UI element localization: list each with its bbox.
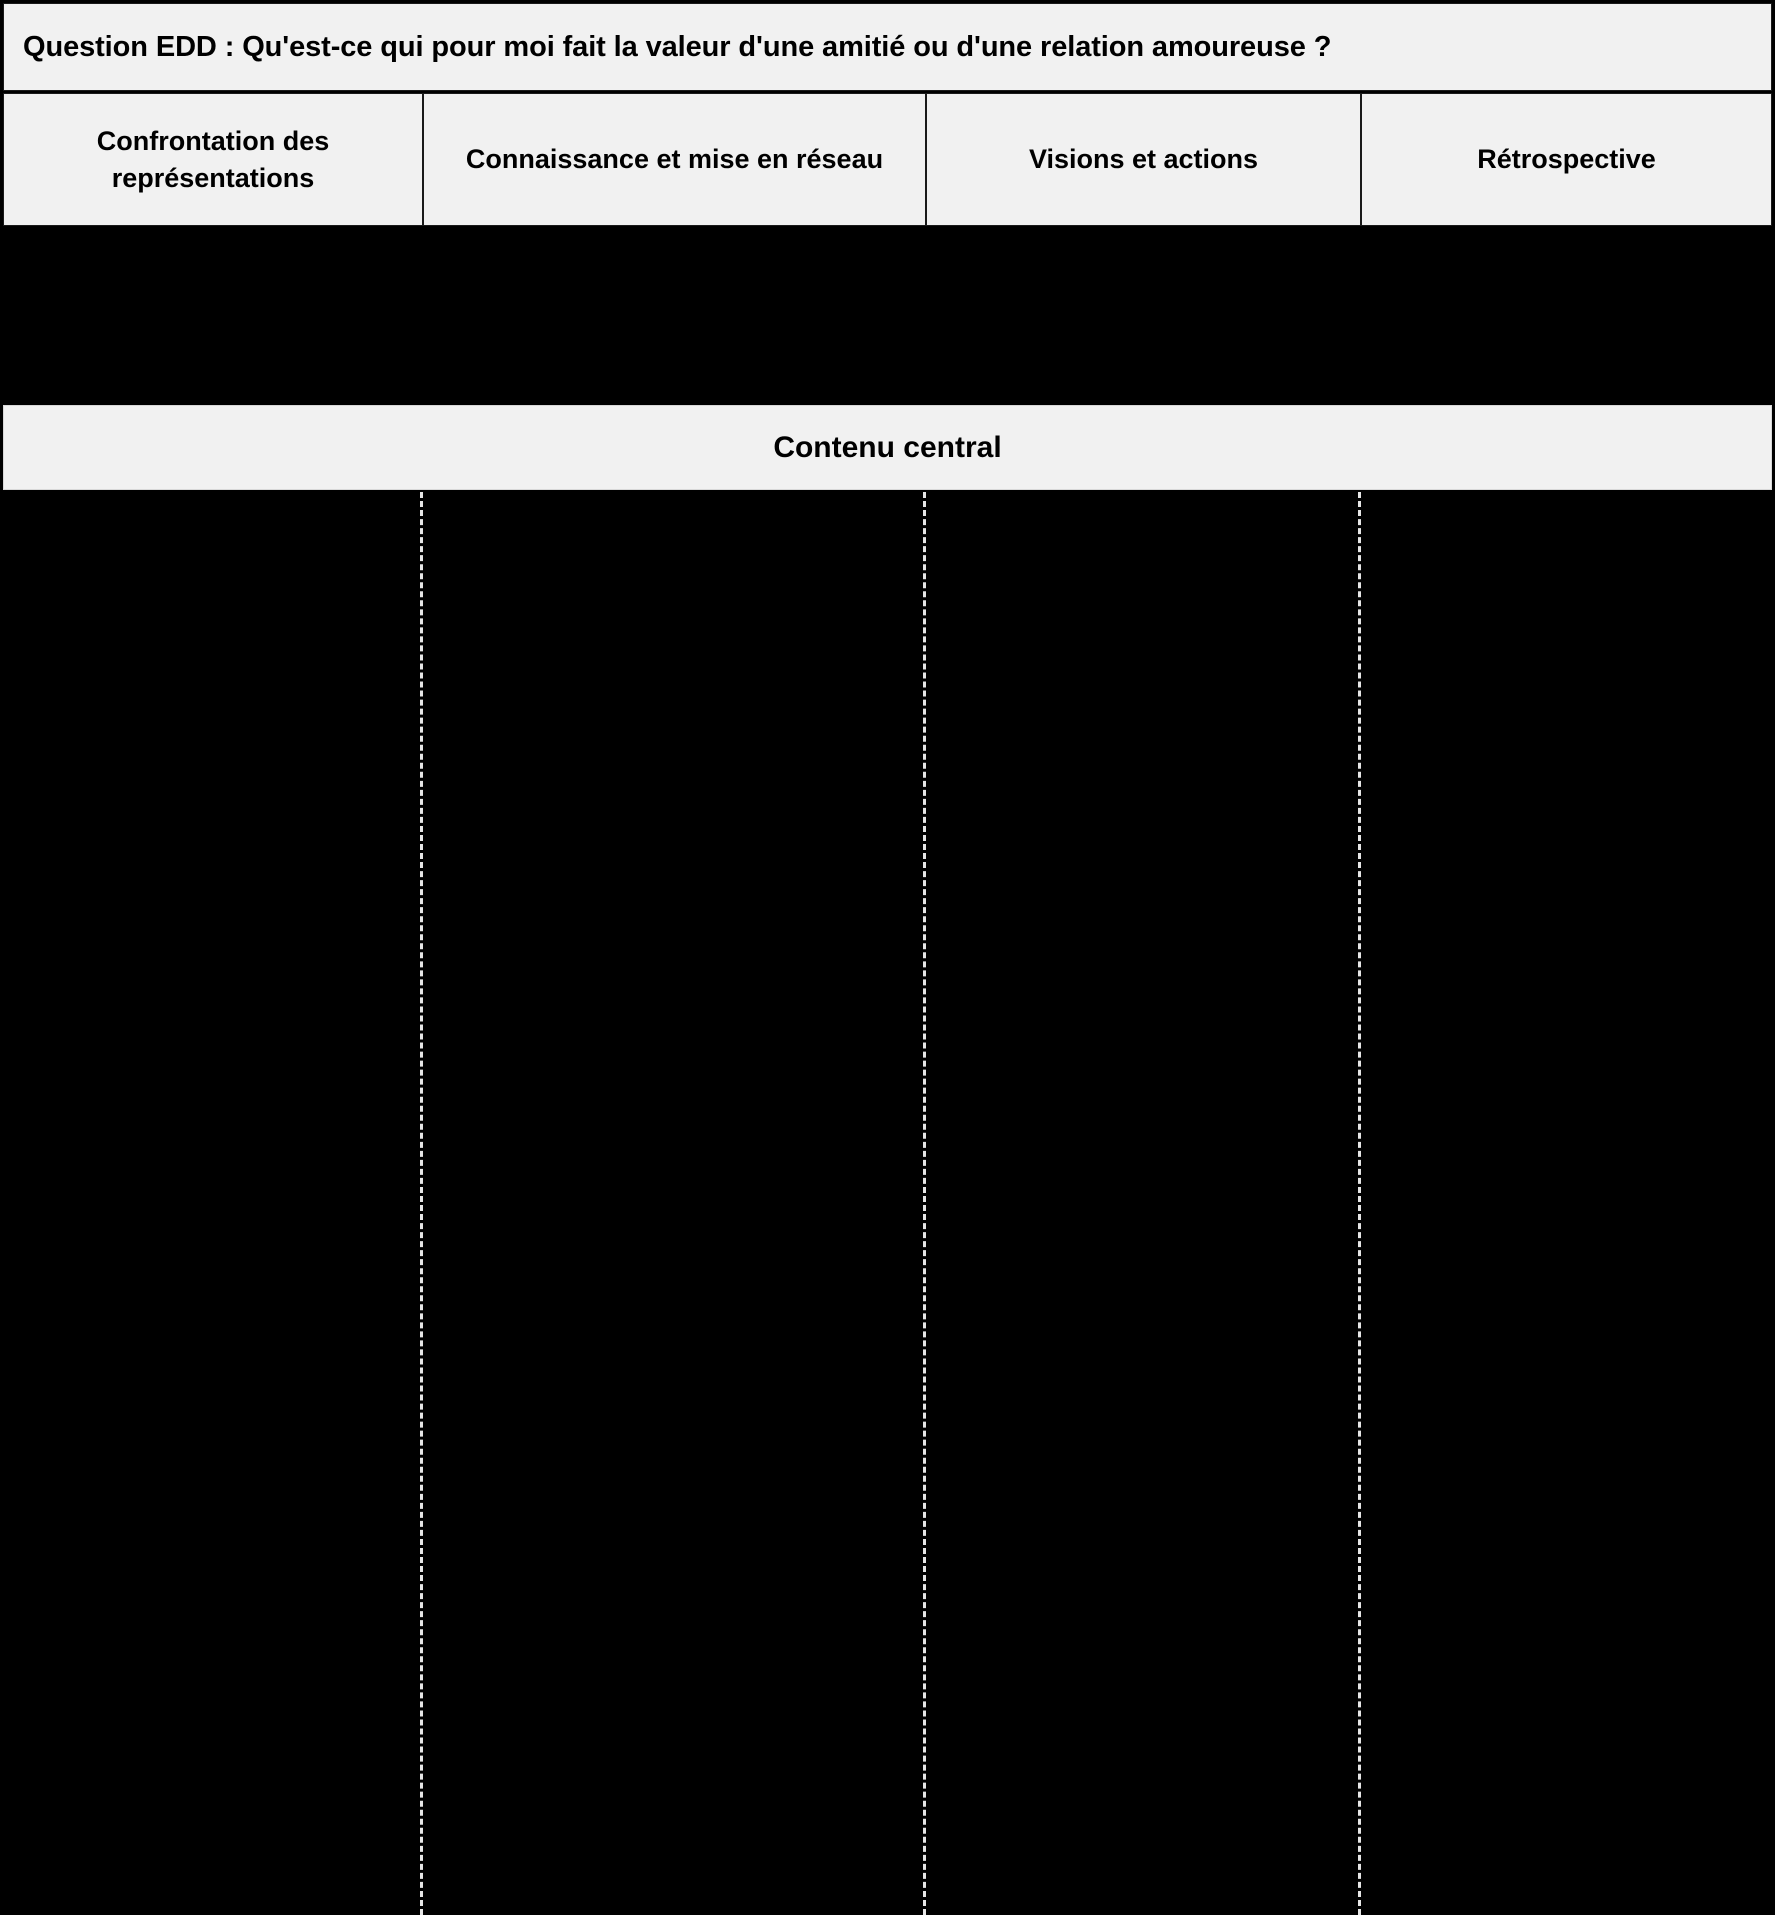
- question-title: Question EDD : Qu'est-ce qui pour moi fait la valeur d'une amitié ou d'une relation amoureuse ?: [23, 30, 1332, 63]
- column-divider-3: [1358, 492, 1361, 1915]
- phase-cell-confrontation[interactable]: [3, 93, 423, 226]
- phase-label: Confrontation des représentations: [96, 126, 330, 193]
- column-divider-2: [923, 492, 926, 1915]
- content-body-area: [0, 492, 1775, 1915]
- column-divider-1: [420, 492, 423, 1915]
- phase-header-row: [3, 93, 1772, 226]
- central-content-label: Contenu central: [773, 430, 1002, 464]
- phase-label: Connaissance et mise en réseau: [465, 144, 884, 175]
- phase-cell-visions[interactable]: [926, 93, 1361, 226]
- question-row: [3, 3, 1772, 91]
- central-content-band: [3, 405, 1772, 490]
- phase-label: Visions et actions: [1028, 144, 1259, 175]
- phase-cell-retrospective[interactable]: [1361, 93, 1772, 226]
- phase-label: Rétrospective: [1477, 144, 1656, 175]
- phase-cell-connaissance[interactable]: [423, 93, 926, 226]
- upper-black-spacer: [0, 228, 1775, 403]
